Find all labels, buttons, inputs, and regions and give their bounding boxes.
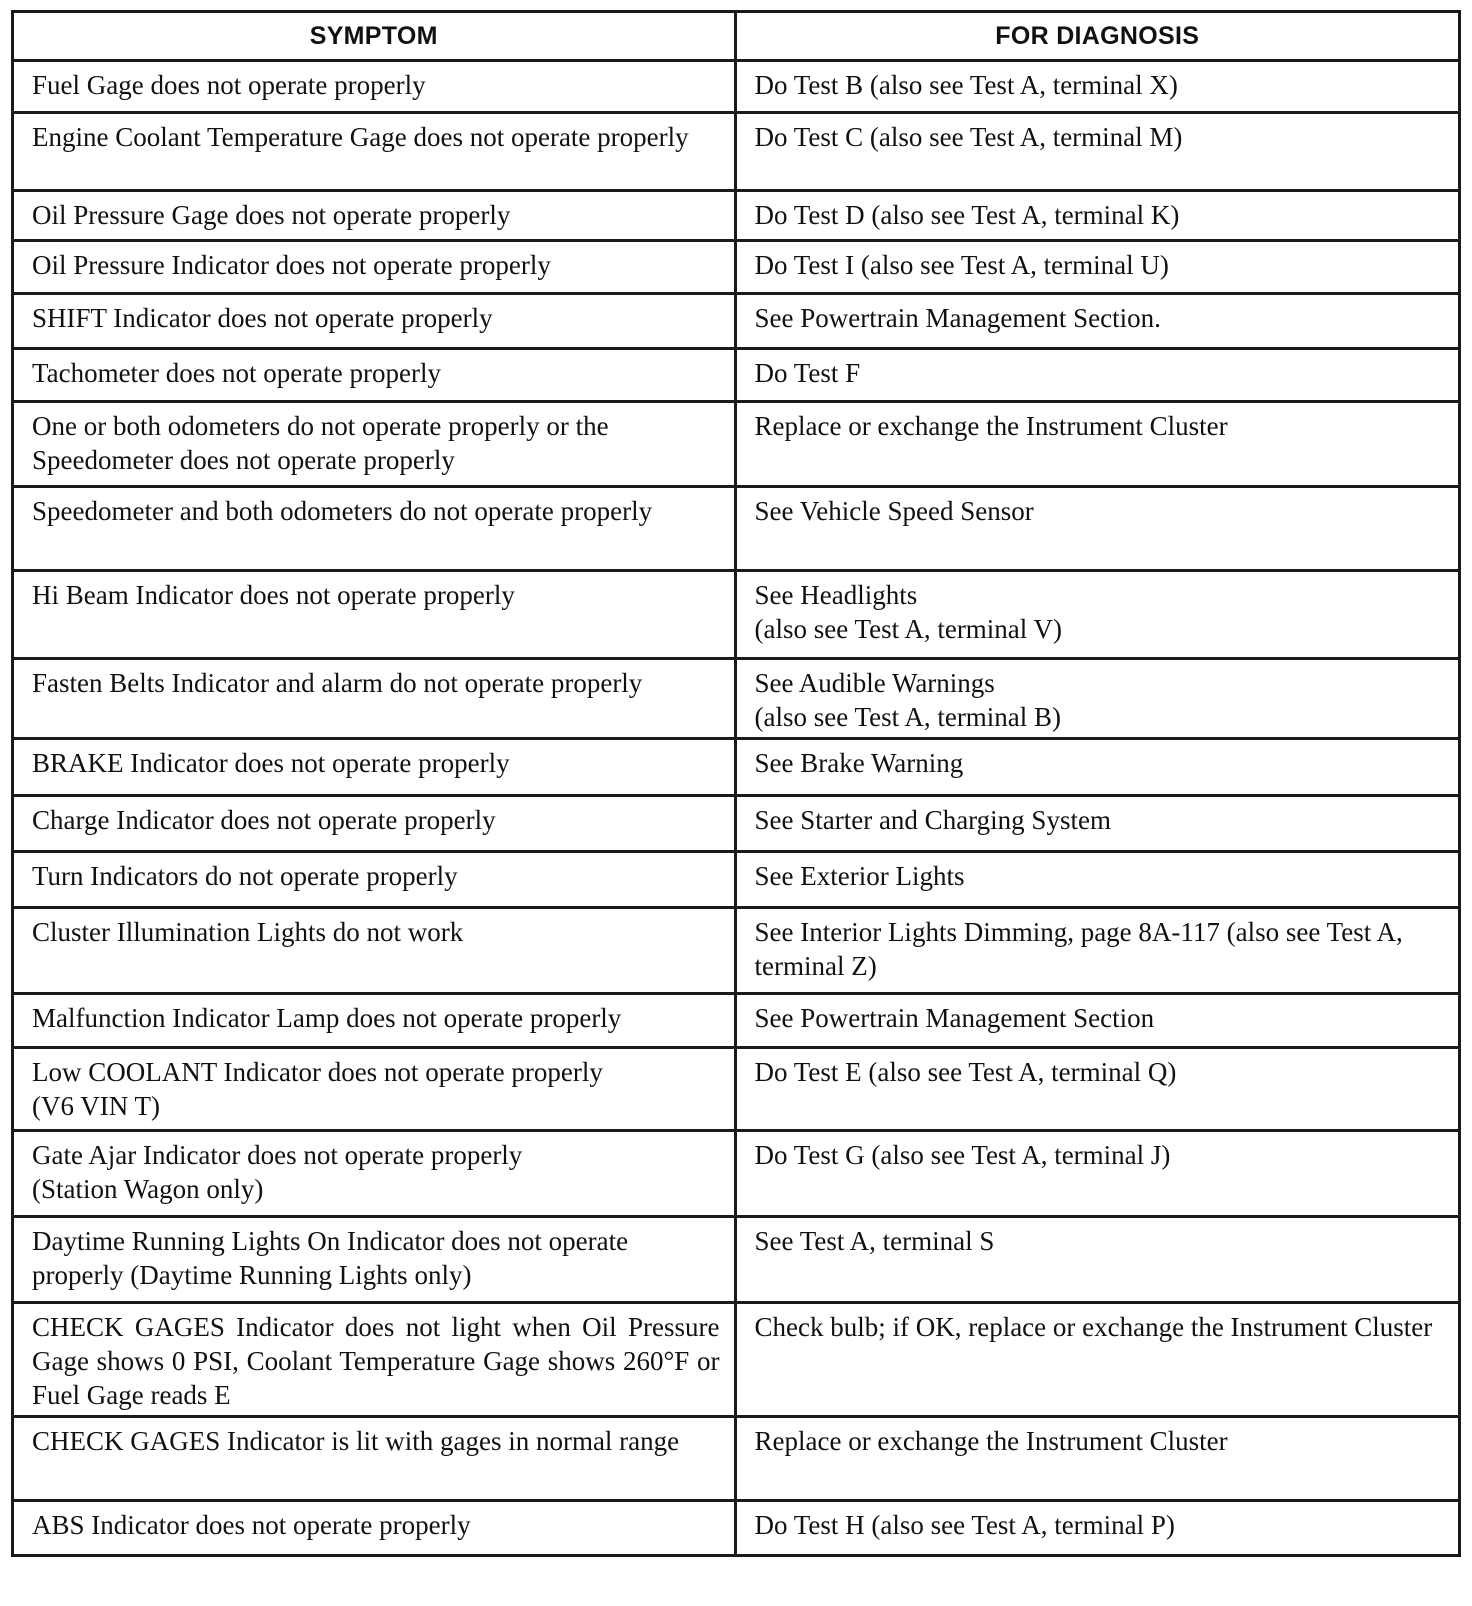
diagnosis-cell: Check bulb; if OK, replace or exchange the Instrument Cluster [735,1303,1460,1417]
header-row [13,12,1460,61]
symptom-cell: BRAKE Indicator does not operate properly [13,739,736,796]
symptom-cell: ABS Indicator does not operate properly [13,1501,736,1556]
table-row [13,294,1460,349]
symptom-cell: Engine Coolant Temperature Gage does not operate properly [13,113,736,191]
table-row [13,1303,1460,1417]
symptom-cell: Oil Pressure Gage does not operate properly [13,191,736,241]
table-row [13,402,1460,487]
diagnosis-cell: Do Test E (also see Test A, terminal Q) [735,1048,1460,1131]
diagnosis-cell: Do Test H (also see Test A, terminal P) [735,1501,1460,1556]
symptom-cell: Cluster Illumination Lights do not work [13,908,736,994]
diagnosis-cell: Do Test C (also see Test A, terminal M) [735,113,1460,191]
symptom-cell: Tachometer does not operate properly [13,349,736,402]
diagnosis-table [11,10,1461,1557]
diagnosis-cell: See Headlights (also see Test A, terminal V) [735,571,1460,659]
table-row [13,1048,1460,1131]
table-row [13,994,1460,1048]
table-row [13,571,1460,659]
symptom-cell: Gate Ajar Indicator does not operate properly (Station Wagon only) [13,1131,736,1217]
table-row [13,241,1460,294]
table-row [13,659,1460,739]
table-row [13,908,1460,994]
table-row [13,852,1460,908]
symptom-cell: CHECK GAGES Indicator is lit with gages in normal range [13,1417,736,1501]
symptom-cell: Low COOLANT Indicator does not operate properly (V6 VIN T) [13,1048,736,1131]
diagnosis-cell: Do Test F [735,349,1460,402]
diagnosis-cell: See Vehicle Speed Sensor [735,487,1460,571]
symptom-cell: Fuel Gage does not operate properly [13,61,736,113]
symptom-cell: Daytime Running Lights On Indicator does not operate properly (Daytime Running Lights only) [13,1217,736,1303]
table-row [13,739,1460,796]
symptom-cell: Oil Pressure Indicator does not operate properly [13,241,736,294]
table-row [13,796,1460,852]
diagnosis-cell: See Powertrain Management Section [735,994,1460,1048]
diagnosis-cell: See Interior Lights Dimming, page 8A-117 (also see Test A, terminal Z) [735,908,1460,994]
symptom-cell: Hi Beam Indicator does not operate properly [13,571,736,659]
diagnosis-cell: See Test A, terminal S [735,1217,1460,1303]
symptom-cell: Charge Indicator does not operate properly [13,796,736,852]
diagnosis-cell: See Exterior Lights [735,852,1460,908]
symptom-cell: CHECK GAGES Indicator does not light when Oil Pressure Gage shows 0 PSI, Coolant Temperature Gage shows 260°F or Fuel Gage reads E [13,1303,736,1417]
diagnosis-cell: See Powertrain Management Section. [735,294,1460,349]
table-row [13,1217,1460,1303]
symptom-cell: Speedometer and both odometers do not operate properly [13,487,736,571]
diagnosis-column-header: FOR DIAGNOSIS [735,12,1460,61]
diagnosis-cell: Do Test G (also see Test A, terminal J) [735,1131,1460,1217]
diagnosis-cell: Do Test B (also see Test A, terminal X) [735,61,1460,113]
diagnosis-cell: Replace or exchange the Instrument Cluster [735,1417,1460,1501]
symptom-cell: Turn Indicators do not operate properly [13,852,736,908]
diagnosis-cell: Replace or exchange the Instrument Cluster [735,402,1460,487]
symptom-cell: Malfunction Indicator Lamp does not operate properly [13,994,736,1048]
table-row [13,1417,1460,1501]
diagnosis-cell: See Audible Warnings (also see Test A, terminal B) [735,659,1460,739]
table-row [13,349,1460,402]
table-row [13,61,1460,113]
table-row [13,191,1460,241]
table-row [13,487,1460,571]
diagnosis-cell: Do Test D (also see Test A, terminal K) [735,191,1460,241]
table-row [13,1131,1460,1217]
diagnosis-cell: See Brake Warning [735,739,1460,796]
diagnosis-cell: Do Test I (also see Test A, terminal U) [735,241,1460,294]
symptom-cell: One or both odometers do not operate properly or the Speedometer does not operate properly [13,402,736,487]
table-row [13,1501,1460,1556]
symptom-column-header: SYMPTOM [13,12,736,61]
diagnosis-cell: See Starter and Charging System [735,796,1460,852]
table-row [13,113,1460,191]
symptom-cell: Fasten Belts Indicator and alarm do not operate properly [13,659,736,739]
symptom-cell: SHIFT Indicator does not operate properly [13,294,736,349]
